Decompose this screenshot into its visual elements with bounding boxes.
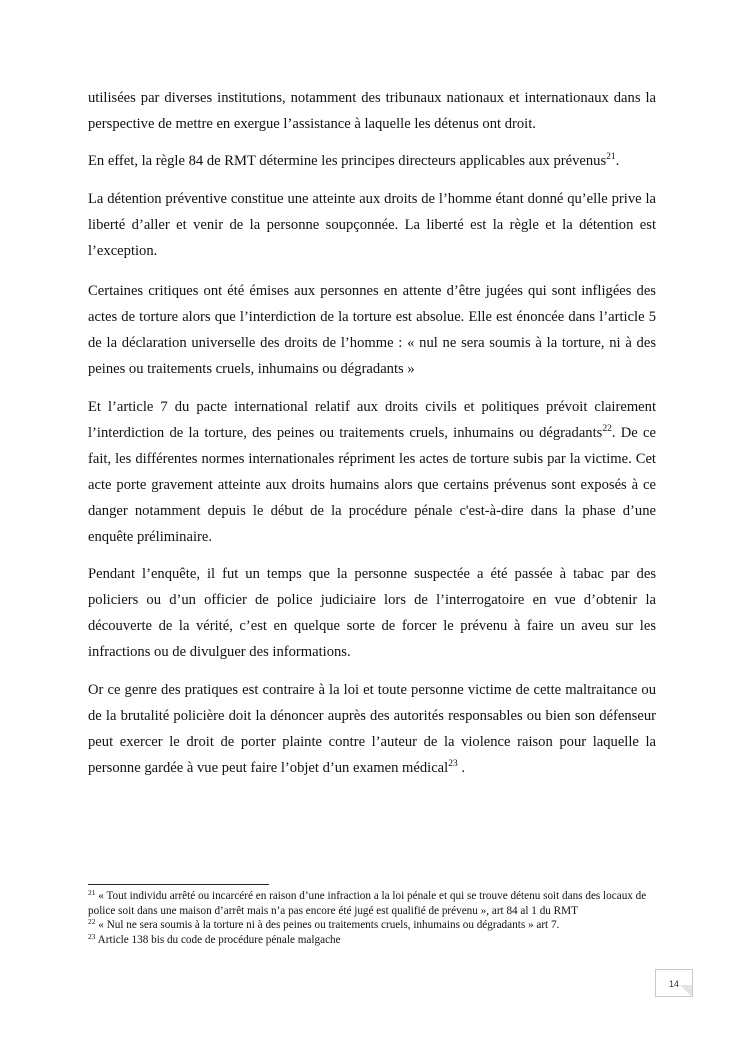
paragraph-5-text: Et l’article 7 du pacte international relatif aux droits civils et politiques prévoit clairement l’interdiction de la torture, des peines ou traitements cruels, inhumains ou dégradants: [88, 399, 656, 441]
paragraph-2-end: .: [615, 153, 620, 169]
footnote-ref-23[interactable]: 23: [448, 759, 458, 769]
paragraph-1-text: utilisées par diverses institutions, notamment des tribunaux nationaux et internationaux dans la perspective de mettre en exergue l’assistance à laquelle les détenus ont droit.: [88, 90, 656, 132]
footnotes: [88, 889, 660, 947]
paragraph-2-text: En effet, la règle 84 de RMT détermine les principes directeurs applicables aux prévenus: [88, 153, 607, 169]
paragraph-3: [88, 186, 656, 264]
footnote-21: [88, 889, 660, 918]
footnote-number: 21: [88, 888, 96, 897]
page-curl-icon: [680, 985, 692, 997]
footnote-separator: [88, 884, 269, 885]
paragraph-5: [88, 394, 656, 550]
paragraph-7: [88, 677, 656, 781]
paragraph-1: [88, 85, 656, 137]
paragraph-4-text: Certaines critiques ont été émises aux personnes en attente d’être jugées qui sont infligées des actes de torture alors que l’interdiction de la torture est absolue. Elle est énoncée dans l’article 5 de la déclaration universelle des droits de l’homme : « nul ne sera soumis à la torture, ni à des peines ou traitements cruels, inhumains ou dégradants »: [88, 283, 656, 377]
footnote-ref-21[interactable]: 21: [606, 152, 616, 162]
footnote-ref-22[interactable]: 22: [602, 424, 612, 434]
paragraph-4: [88, 278, 656, 382]
paragraph-6: [88, 561, 656, 665]
paragraph-3-text: La détention préventive constitue une atteinte aux droits de l’homme étant donné qu’elle prive la liberté d’aller et venir de la personne soupçonnée. La liberté est la règle et la détention est l’exception.: [88, 191, 656, 259]
page-number: 14: [655, 969, 693, 997]
footnote-text: « Nul ne sera soumis à la torture ni à des peines ou traitements cruels, inhumains ou dégradants » art 7.: [95, 919, 560, 931]
paragraph-7-end: .: [457, 760, 466, 776]
footnote-23: [88, 933, 660, 948]
footnote-text: Article 138 bis du code de procédure pénale malgache: [95, 933, 341, 946]
paragraph-2: [88, 148, 656, 174]
footnote-text: « Tout individu arrêté ou incarcéré en raison d’une infraction a la loi pénale et qui se trouve détenu soit dans des locaux de police soit dans une maison d’arrêt mais n’a pas encore été jugé est qualifié de prévenu », art 84 al 1 du RMT: [88, 890, 647, 917]
paragraph-5-end: . De ce fait, les différentes normes internationales répriment les actes de torture subis par la victime. Cet acte porte gravement atteinte aux droits humains alors que certains prévenus sont exposés à ce danger notamment depuis le début de la procédure pénale c'est-à-dire dans la phase d’une enquête préliminaire.: [88, 425, 656, 545]
footnote-22: [88, 918, 660, 933]
paragraph-7-text: Or ce genre des pratiques est contraire à la loi et toute personne victime de cette maltraitance ou de la brutalité policière doit la dénoncer auprès des autorités responsables ou bien son défenseur peut exercer le droit de porter plainte contre l’auteur de la violence raison pour laquelle la personne gardée à vue peut faire l’objet d’un examen médical: [88, 682, 656, 776]
footnote-number: 22: [88, 917, 96, 926]
footnote-number: 23: [88, 931, 96, 941]
paragraph-6-text: Pendant l’enquête, il fut un temps que la personne suspectée a été passée à tabac par des policiers ou d’un officier de police judiciaire lors de l’interrogatoire en vue d’obtenir la découverte de la vérité, c’est en quelque sorte de forcer le prévenu à faire un aveu sur les infractions ou de divulguer des informations.: [88, 566, 656, 660]
